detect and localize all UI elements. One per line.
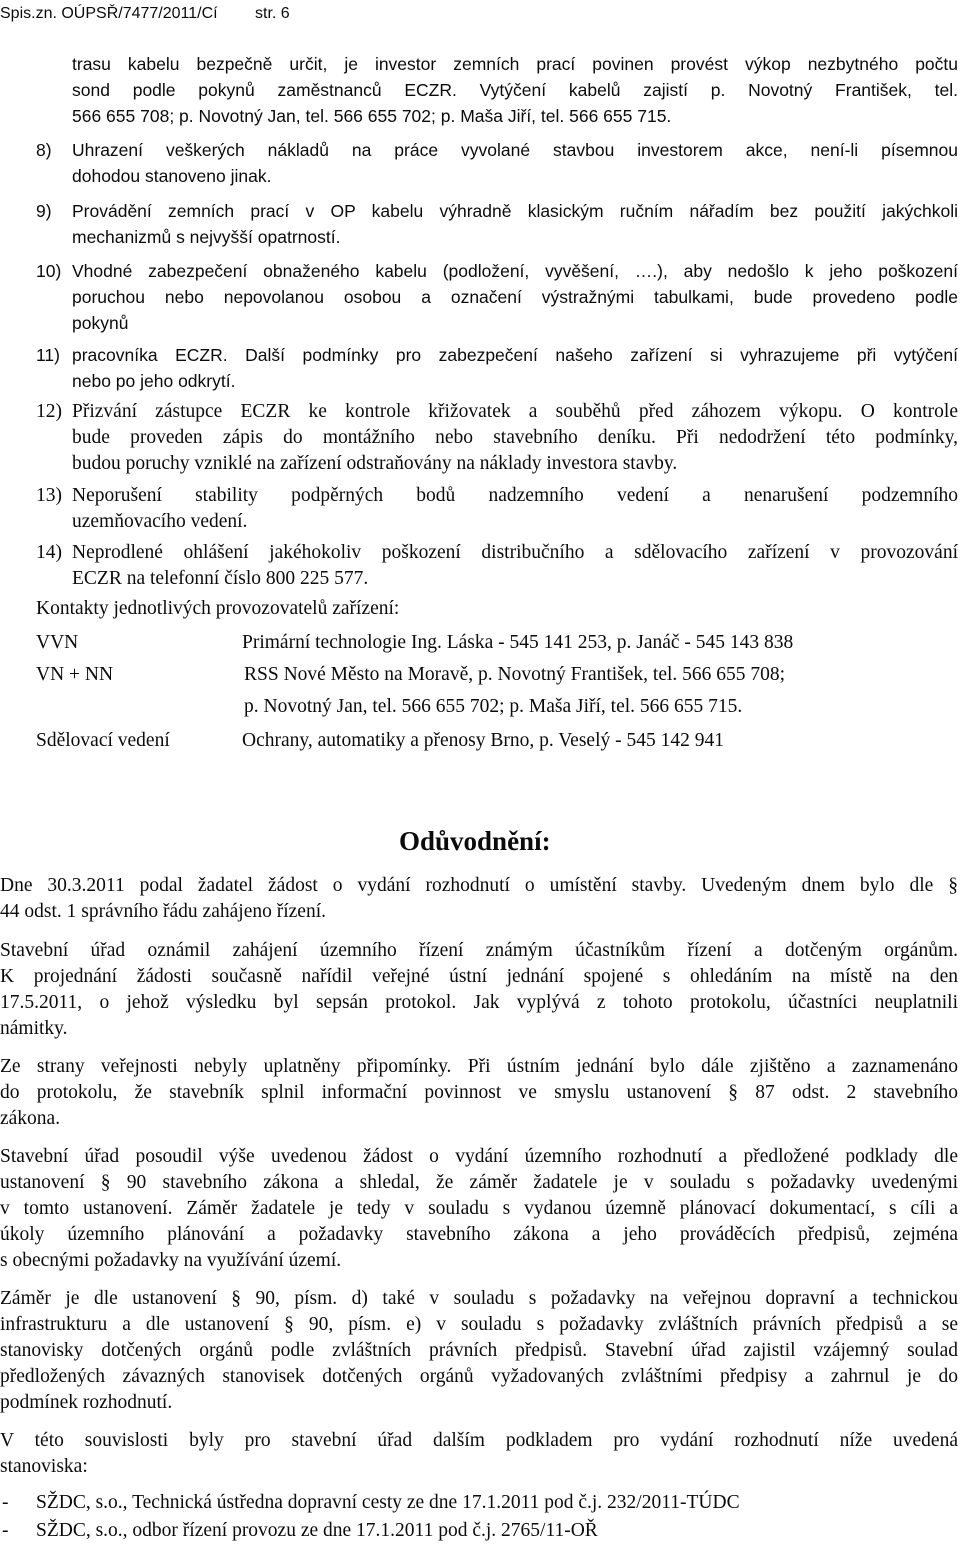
- paragraph-4-line-3: v tomto ustanovení. Záměr žadatele je tedy v souladu s vydanou územně plánovací dokumentací, s cíli a: [0, 1198, 958, 1219]
- condition-10-line-3: pokynů: [72, 313, 129, 333]
- contact-vn-value-line-2: p. Novotný Jan, tel. 566 655 702; p. Maša Jiří, tel. 566 655 715.: [244, 696, 743, 717]
- condition-14-line-2: ECZR na telefonní číslo 800 225 577.: [72, 568, 369, 589]
- contacts-title: Kontakty jednotlivých provozovatelů zařízení:: [36, 598, 400, 619]
- paragraph-3-line-2: do protokolu, že stavebník splnil informační povinnost ve smyslu ustanovení § 87 odst. 2 stavebního: [0, 1082, 958, 1103]
- condition-14-number: 14): [36, 542, 62, 563]
- paragraph-5-line-3: stanovisky dotčených orgánů podle zvláštních právních předpisů. Stavební úřad zajistil vzájemný soulad: [0, 1340, 958, 1361]
- paragraph-5-line-5: podmínek rozhodnutí.: [0, 1392, 173, 1413]
- bullet-2-text: SŽDC, s.o., odbor řízení provozu ze dne 17.1.2011 pod č.j. 2765/11-OŘ: [36, 1520, 598, 1541]
- bullet-1-dash: -: [2, 1492, 9, 1513]
- document-reference: Spis.zn. OÚPSŘ/7477/2011/Cí: [0, 5, 218, 22]
- bullet-2-dash: -: [2, 1520, 9, 1541]
- condition-13-number: 13): [36, 485, 62, 506]
- condition-12-line-1: Přizvání zástupce ECZR ke kontrole křižovatek a souběhů před záhozem výkopu. O kontrole: [72, 401, 958, 422]
- condition-9-line-2: mechanizmů s nejvyšší opatrností.: [72, 227, 341, 247]
- contact-vn-value-line-1: RSS Nové Město na Moravě, p. Novotný František, tel. 566 655 708;: [244, 664, 786, 685]
- paragraph-2-line-4: námitky.: [0, 1018, 68, 1039]
- paragraph-4-line-5: s obecnými požadavky na využívání území.: [0, 1250, 342, 1271]
- paragraph-6-line-1: V této souvislosti byly pro stavební úřad dalším podkladem pro vydání rozhodnutí níže uvedená: [0, 1430, 958, 1451]
- condition-12-line-3: budou poruchy vzniklé na zařízení odstraňovány na náklady investora stavby.: [72, 453, 678, 474]
- condition-10-line-2: poruchou nebo nepovolanou osobou a označení výstražnými tabulkami, bude provedeno podle: [72, 287, 958, 307]
- condition-11-line-2: nebo po jeho odkrytí.: [72, 371, 236, 391]
- bullet-1-text: SŽDC, s.o., Technická ústředna dopravní cesty ze dne 17.1.2011 pod č.j. 232/2011-TÚDC: [36, 1492, 740, 1513]
- contact-sdelovaci-value: Ochrany, automatiky a přenosy Brno, p. Veselý - 545 142 941: [242, 730, 724, 751]
- contact-vn-label: VN + NN: [36, 664, 114, 685]
- contact-sdelovaci-label: Sdělovací vedení: [36, 730, 170, 751]
- paragraph-1-line-2: 44 odst. 1 správního řádu zahájeno řízení.: [0, 901, 326, 922]
- condition-13-line-1: Neporušení stability podpěrných bodů nadzemního vedení a nenarušení podzemního: [72, 485, 958, 506]
- condition-13-line-2: uzemňovacího vedení.: [72, 511, 248, 532]
- condition-9-line-1: Provádění zemních prací v OP kabelu výhradně klasickým ručním nářadím bez použití jakýchkoli: [72, 201, 958, 221]
- paragraph-4-line-4: úkoly územního plánování a požadavky stavebního zákona a jeho prováděcích předpisů, zejména: [0, 1224, 958, 1245]
- paragraph-2-line-2: K projednání žádosti současně nařídil veřejné ústní jednání spojené s ohledáním na místě na den: [0, 966, 958, 987]
- condition-10-line-1: Vhodné zabezpečení obnaženého kabelu (podložení, vyvěšení, ….), aby nedošlo k jeho poškození: [72, 261, 958, 281]
- paragraph-6-line-2: stanoviska:: [0, 1456, 88, 1477]
- condition-11-line-1: pracovníka ECZR. Další podmínky pro zabezpečení našeho zařízení si vyhrazujeme při vytýčení: [72, 345, 958, 365]
- contact-vvn-value: Primární technologie Ing. Láska - 545 141 253, p. Janáč - 545 143 838: [242, 632, 794, 653]
- section-heading: Odůvodnění:: [399, 826, 551, 856]
- condition-8-line-1: Uhrazení veškerých nákladů na práce vyvolané stavbou investorem akce, není-li písemnou: [72, 140, 958, 160]
- condition-12-line-2: bude proveden zápis do montážního nebo stavebního deníku. Při nedodržení této podmínky,: [72, 427, 958, 448]
- paragraph-2-line-3: 17.5.2011, o jehož výsledku byl sepsán protokol. Jak vyplývá z tohoto protokolu, účastníci neuplatnili: [0, 992, 958, 1013]
- page-number: str. 6: [255, 5, 290, 22]
- condition-12-number: 12): [36, 401, 62, 422]
- paragraph-5-line-4: předložených závazných stanovisek dotčených orgánů vyžadovaných zvláštními předpisy a zahrnul je do: [0, 1366, 958, 1387]
- condition-8-number: 8): [36, 140, 52, 160]
- paragraph-1-line-1: Dne 30.3.2011 podal žadatel žádost o vydání rozhodnutí o umístění stavby. Uvedeným dnem bylo dle §: [0, 875, 958, 896]
- condition-8-line-2: dohodou stanoveno jinak.: [72, 166, 272, 186]
- paragraph-4-line-1: Stavební úřad posoudil výše uvedenou žádost o vydání územního rozhodnutí a předložené podklady dle: [0, 1146, 958, 1167]
- paragraph-4-line-2: ustanovení § 90 stavebního zákona a shledal, že záměr žadatele je v souladu s požadavky uvedenými: [0, 1172, 958, 1193]
- condition-14-line-1: Neprodlené ohlášení jakéhokoliv poškození distribučního a sdělovacího zařízení v provozování: [72, 542, 958, 563]
- paragraph-3-line-1: Ze strany veřejnosti nebyly uplatněny připomínky. Při ústním jednání bylo dále zjištěno a zaznamenáno: [0, 1056, 958, 1077]
- condition-7-line-3: 566 655 708; p. Novotný Jan, tel. 566 655 702; p. Maša Jiří, tel. 566 655 715.: [72, 106, 672, 126]
- condition-7-line-1: trasu kabelu bezpečně určit, je investor zemních prací povinen provést výkop nezbytného počtu: [72, 54, 958, 74]
- paragraph-5-line-1: Záměr je dle ustanovení § 90, písm. d) také v souladu s požadavky na veřejnou dopravní a technickou: [0, 1288, 958, 1309]
- paragraph-2-line-1: Stavební úřad oznámil zahájení územního řízení známým účastníkům řízení a dotčeným orgánům.: [0, 940, 958, 961]
- condition-10-number: 10): [36, 261, 62, 281]
- paragraph-5-line-2: infrastrukturu a dle ustanovení § 90, písm. e) v souladu s požadavky zvláštních právních předpisů a se: [0, 1314, 958, 1335]
- condition-9-number: 9): [36, 201, 52, 221]
- condition-7-line-2: sond podle pokynů zaměstnanců ECZR. Vytýčení kabelů zajistí p. Novotný František, tel.: [72, 80, 958, 100]
- contact-vvn-label: VVN: [36, 632, 79, 653]
- paragraph-3-line-3: zákona.: [0, 1108, 61, 1129]
- condition-11-number: 11): [36, 345, 60, 365]
